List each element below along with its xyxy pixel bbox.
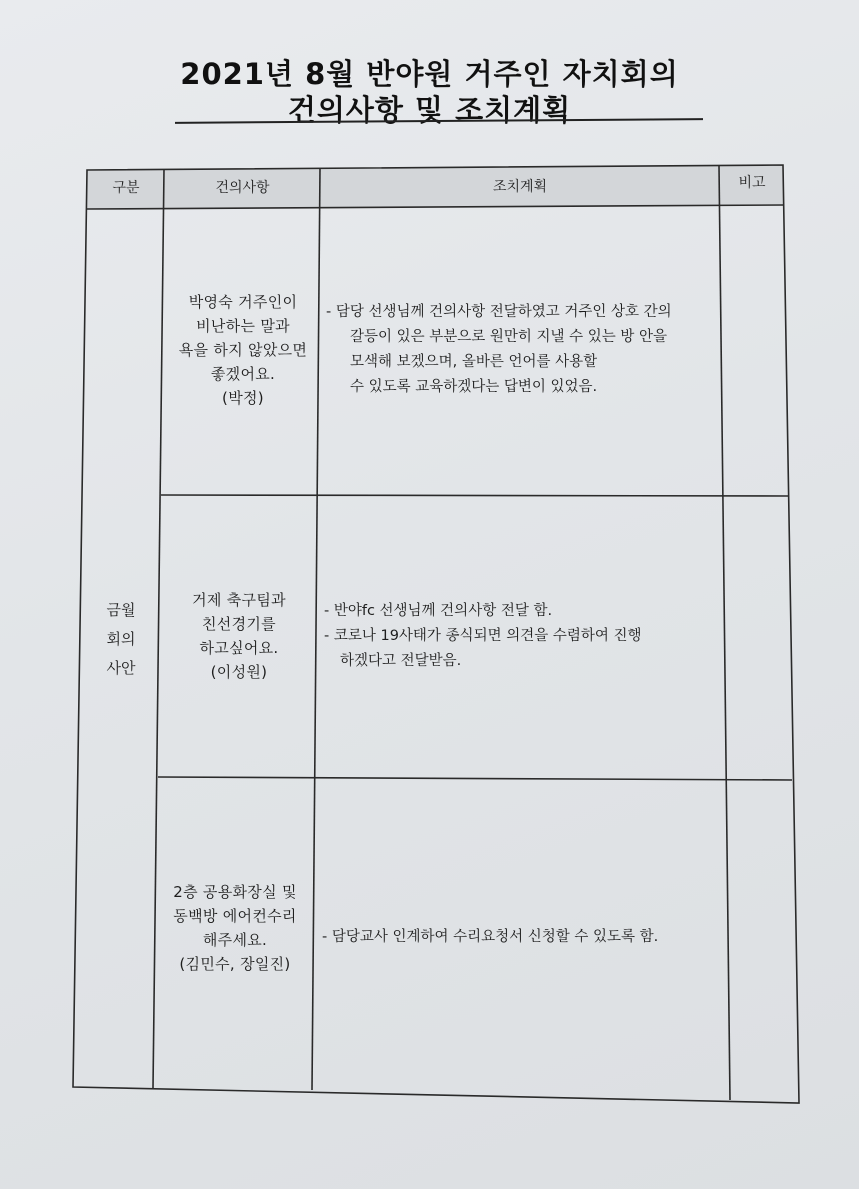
request-cell-2 — [162, 588, 316, 684]
document-subtitle: 건의사항 및 조치계획 — [287, 93, 572, 127]
request-line: 욕을 하지 않았으면 — [178, 341, 308, 359]
header-note: 비고 — [738, 175, 766, 191]
request-line: 해주세요. — [202, 931, 268, 949]
note-cell-2 — [724, 600, 784, 624]
request-line: 거제 축구팀과 — [192, 591, 286, 609]
category-cell — [82, 596, 160, 683]
request-line: (박정) — [222, 389, 264, 407]
row-divider-1 — [161, 495, 788, 496]
action-line: 갈등이 있은 부분으로 원만히 지낼 수 있는 방 안을 — [350, 329, 668, 345]
request-line: 박영숙 거주인이 — [188, 293, 298, 311]
request-line: (이성원) — [210, 663, 268, 681]
header-request: 건의사항 — [215, 180, 270, 196]
request-line: 비난하는 말과 — [196, 317, 290, 335]
request-line: 친선경기를 — [202, 615, 276, 633]
action-line: 하겠다고 전달받음. — [340, 653, 462, 669]
action-line: - 코로나 19사태가 종식되면 의견을 수렴하여 진행 — [324, 628, 642, 644]
category-line: 금월 — [106, 601, 136, 619]
request-line: 하고싶어요. — [199, 639, 279, 657]
action-cell-2 — [324, 599, 716, 674]
document-title: 2021년 8월 반야원 거주인 자치회의 — [180, 57, 679, 91]
request-line: 2층 공용화장실 및 — [173, 883, 297, 901]
action-cell-3 — [322, 925, 726, 950]
header-category: 구분 — [112, 180, 140, 196]
row-divider-2 — [158, 777, 792, 780]
note-cell-3 — [728, 925, 788, 949]
action-line: - 반야fc 선생님께 건의사항 전달 함. — [324, 603, 553, 619]
action-line: 모색해 보겠으며, 올바른 언어를 사용할 — [350, 354, 598, 370]
request-cell-1 — [166, 290, 320, 410]
action-line: - 담당교사 인계하여 수리요청서 신청할 수 있도록 함. — [322, 929, 659, 945]
request-line: 동백방 에어컨수리 — [173, 907, 297, 925]
header-action-plan: 조치계획 — [492, 179, 548, 195]
action-line: - 담당 선생님께 건의사항 전달하였고 거주인 상호 간의 — [326, 304, 672, 320]
action-line: 수 있도록 교육하겠다는 답변이 있었음. — [350, 379, 598, 395]
request-cell-3 — [157, 880, 313, 976]
category-line: 사안 — [106, 659, 136, 677]
note-cell-1 — [722, 300, 782, 324]
category-line: 회의 — [106, 630, 136, 648]
request-line: 좋겠어요. — [210, 365, 276, 383]
action-cell-1 — [326, 300, 718, 400]
request-line: (김민수, 장일진) — [179, 955, 291, 973]
